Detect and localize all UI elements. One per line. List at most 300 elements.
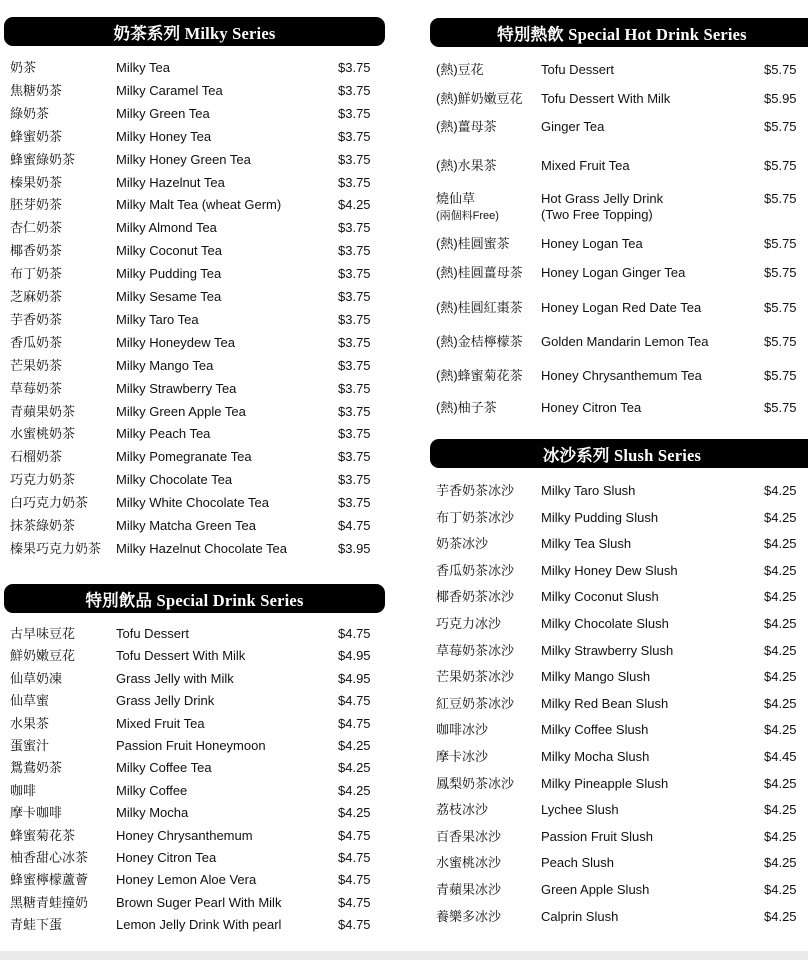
item-chinese-name xyxy=(436,91,523,107)
item-chinese-name xyxy=(10,541,101,557)
item-english-name xyxy=(541,802,619,818)
item-english-name-text: Milky Peach Tea xyxy=(116,426,211,441)
item-english-name-text: Honey Logan Red Date Tea xyxy=(541,300,702,315)
item-english-name xyxy=(116,648,245,664)
item-price: $4.25 xyxy=(764,882,797,897)
item-price: $3.95 xyxy=(338,541,371,556)
item-english-name-text: Milky Sesame Tea xyxy=(116,289,222,304)
item-chinese-name xyxy=(436,119,497,135)
item-english-name xyxy=(116,716,205,732)
item-chinese-name xyxy=(436,802,488,818)
item-english-name-text: Milky Honeydew Tea xyxy=(116,335,235,350)
item-english-name xyxy=(116,671,234,687)
item-price: $4.95 xyxy=(338,671,371,686)
item-price: $5.75 xyxy=(764,158,797,173)
item-english-name-text: Milky Almond Tea xyxy=(116,220,217,235)
item-chinese-name xyxy=(10,220,62,236)
item-chinese-name-text: 蜂蜜檸檬蘆薈 xyxy=(10,872,89,887)
item-chinese-name xyxy=(10,495,88,511)
item-english-name xyxy=(116,917,281,933)
item-price: $4.25 xyxy=(764,829,797,844)
item-chinese-name xyxy=(436,643,514,659)
item-price: $4.25 xyxy=(764,802,797,817)
item-price: $4.95 xyxy=(338,648,371,663)
item-english-name-text: Tofu Dessert xyxy=(116,626,189,641)
item-english-name-text: Honey Lemon Aloe Vera xyxy=(116,872,257,887)
item-chinese-name-text: 柚香甜心冰茶 xyxy=(10,850,89,865)
item-english-name xyxy=(116,335,235,351)
item-english-name xyxy=(541,696,668,712)
item-chinese-name xyxy=(436,882,501,898)
item-price: $3.75 xyxy=(338,220,371,235)
item-price: $5.75 xyxy=(764,265,797,280)
item-english-name-text: Milky Strawberry Tea xyxy=(116,381,237,396)
item-english-name-text: Passion Fruit Honeymoon xyxy=(116,738,266,753)
item-chinese-name xyxy=(10,671,62,687)
item-price: $3.75 xyxy=(338,60,371,75)
item-chinese-name xyxy=(436,855,501,871)
item-chinese-name-text: 綠奶茶 xyxy=(10,106,50,121)
item-english-name xyxy=(116,895,281,911)
item-english-name xyxy=(116,381,236,397)
item-chinese-name-text: 香瓜奶茶冰沙 xyxy=(436,563,515,578)
item-price: $5.75 xyxy=(764,119,797,134)
item-chinese-name xyxy=(436,536,488,552)
item-english-name-text: Milky Coffee xyxy=(116,783,188,798)
item-chinese-name-text: 鮮奶嫩豆花 xyxy=(10,648,76,663)
item-chinese-name-text: 草莓奶茶 xyxy=(10,381,63,396)
item-price: $4.25 xyxy=(338,805,371,820)
item-chinese-name xyxy=(436,829,501,845)
item-chinese-name-text: 石榴奶茶 xyxy=(10,449,63,464)
item-chinese-name xyxy=(10,449,62,465)
item-chinese-name xyxy=(436,483,514,499)
item-english-name-text: Mixed Fruit Tea xyxy=(116,716,205,731)
item-english-name-text: Milky Pomegranate Tea xyxy=(116,449,252,464)
item-chinese-name xyxy=(436,749,488,765)
item-english-name xyxy=(116,129,211,145)
item-chinese-name xyxy=(436,616,501,632)
item-price: $4.25 xyxy=(338,197,371,212)
item-chinese-name xyxy=(10,83,62,99)
item-english-name xyxy=(541,62,614,78)
item-price: $3.75 xyxy=(338,426,371,441)
item-chinese-name xyxy=(10,518,75,534)
item-chinese-name-text: 水蜜桃奶茶 xyxy=(10,426,76,441)
item-price: $4.75 xyxy=(338,828,371,843)
item-chinese-name xyxy=(10,872,88,888)
item-price: $4.75 xyxy=(338,716,371,731)
item-chinese-name xyxy=(10,426,75,442)
item-english-name xyxy=(116,404,246,420)
item-english-name xyxy=(541,616,669,632)
item-chinese-name-text: 焦糖奶茶 xyxy=(10,83,63,98)
item-chinese-name xyxy=(436,909,501,925)
item-english-name-text: Tofu Dessert With Milk xyxy=(116,648,246,663)
item-english-name xyxy=(541,300,701,316)
item-chinese-name xyxy=(436,722,488,738)
item-english-name xyxy=(116,426,210,442)
item-chinese-name xyxy=(10,404,75,420)
item-chinese-name-text: 青蛙下蛋 xyxy=(10,917,63,932)
item-english-name xyxy=(541,829,653,845)
item-english-name-text: Milky Hazelnut Tea xyxy=(116,175,225,190)
item-english-name-text: Milky White Chocolate Tea xyxy=(116,495,269,510)
item-chinese-name xyxy=(436,400,497,416)
item-english-name-text: Honey Citron Tea xyxy=(116,850,217,865)
item-price: $3.75 xyxy=(338,472,371,487)
item-chinese-name xyxy=(436,589,514,605)
item-chinese-name xyxy=(10,106,49,122)
item-english-name-text: Milky Mocha xyxy=(116,805,189,820)
item-english-name xyxy=(541,749,649,765)
item-price: $3.75 xyxy=(338,381,371,396)
item-chinese-name xyxy=(436,563,514,579)
item-english-name-text: Ginger Tea xyxy=(541,119,605,134)
item-chinese-name-text: 摩卡咖啡 xyxy=(10,805,63,820)
item-english-name-text: Milky Strawberry Slush xyxy=(541,643,674,658)
item-price: $4.25 xyxy=(764,536,797,551)
item-chinese-name-text: 布丁奶茶 xyxy=(10,266,63,281)
item-english-name-text: Milky Taro Slush xyxy=(541,483,636,498)
item-chinese-name xyxy=(436,368,523,384)
item-chinese-name-text: 鳳梨奶茶冰沙 xyxy=(436,776,515,791)
item-chinese-name-text: 奶茶冰沙 xyxy=(436,536,489,551)
item-chinese-name-text: 芒果奶茶冰沙 xyxy=(436,669,515,684)
item-price: $4.45 xyxy=(764,749,797,764)
item-english-name xyxy=(116,805,188,821)
item-price: $4.25 xyxy=(338,783,371,798)
item-price: $4.75 xyxy=(338,872,371,887)
item-chinese-name xyxy=(10,358,62,374)
item-chinese-name xyxy=(10,850,88,866)
item-price: $3.75 xyxy=(338,289,371,304)
item-english-name xyxy=(541,265,685,281)
item-price: $3.75 xyxy=(338,129,371,144)
item-price: $4.75 xyxy=(338,850,371,865)
item-english-name-text: Milky Chocolate Slush xyxy=(541,616,669,631)
item-english-name-text: Milky Tea Slush xyxy=(541,536,632,551)
item-price: $4.75 xyxy=(338,626,371,641)
bottom-scroll-bar xyxy=(0,951,808,960)
item-english-name-text: Milky Mocha Slush xyxy=(541,749,650,764)
item-price: $3.75 xyxy=(338,106,371,121)
item-chinese-name-text: (熱)水果茶 xyxy=(436,158,497,173)
item-chinese-name xyxy=(10,738,49,754)
item-english-name-text: Milky Mango Slush xyxy=(541,669,651,684)
item-english-name-text: Milky Honey Green Tea xyxy=(116,152,251,167)
item-chinese-name-text: 芋香奶茶冰沙 xyxy=(436,483,515,498)
item-english-name xyxy=(541,191,663,223)
special-hot-drink-series-header: 特別熱飲 Special Hot Drink Series xyxy=(430,18,808,47)
item-chinese-name-text: (熱)柚子茶 xyxy=(436,400,497,415)
item-english-name xyxy=(116,626,189,642)
item-english-name-text: Tofu Dessert With Milk xyxy=(541,91,671,106)
special-drink-series-header: 特別飲品 Special Drink Series xyxy=(4,584,385,613)
item-chinese-name-text: 青蘋果冰沙 xyxy=(436,882,502,897)
item-price: $4.75 xyxy=(338,917,371,932)
item-price: $4.25 xyxy=(764,589,797,604)
item-price: $3.75 xyxy=(338,152,371,167)
milky-series-header: 奶茶系列 Milky Series xyxy=(4,17,385,46)
item-chinese-name xyxy=(10,895,88,911)
item-price: $4.75 xyxy=(338,895,371,910)
item-english-name xyxy=(541,776,668,792)
item-english-name xyxy=(541,643,673,659)
item-english-name-text: Passion Fruit Slush xyxy=(541,829,653,844)
item-chinese-name xyxy=(436,696,514,712)
item-price: $3.75 xyxy=(338,358,371,373)
item-english-name-text: Milky Coffee Tea xyxy=(116,760,212,775)
item-chinese-name xyxy=(10,472,75,488)
item-english-name xyxy=(116,828,253,844)
item-english-name-text: Honey Chrysanthemum xyxy=(116,828,253,843)
item-chinese-name-text: 摩卡冰沙 xyxy=(436,749,489,764)
item-chinese-name xyxy=(10,152,75,168)
item-price: $3.75 xyxy=(338,243,371,258)
item-chinese-name-text: 巧克力冰沙 xyxy=(436,616,502,631)
item-english-name-text: Hot Grass Jelly Drink xyxy=(541,191,664,206)
item-english-name xyxy=(116,760,212,776)
item-english-name-text: Honey Logan Ginger Tea xyxy=(541,265,686,280)
item-english-name xyxy=(116,449,252,465)
item-chinese-name-text: (熱)金桔檸檬茶 xyxy=(436,334,523,349)
item-chinese-name-text: 香瓜奶茶 xyxy=(10,335,63,350)
item-english-name-text: Green Apple Slush xyxy=(541,882,650,897)
item-chinese-name-text: 芝麻奶茶 xyxy=(10,289,63,304)
item-english-name-text: Honey Citron Tea xyxy=(541,400,642,415)
item-english-name-text: Lychee Slush xyxy=(541,802,619,817)
item-english-name xyxy=(116,243,222,259)
item-chinese-name-text: 咖啡冰沙 xyxy=(436,722,489,737)
item-english-name xyxy=(541,855,614,871)
item-chinese-name xyxy=(10,197,62,213)
item-price: $4.25 xyxy=(764,696,797,711)
item-english-name xyxy=(541,483,635,499)
item-english-name xyxy=(541,722,648,738)
item-chinese-name xyxy=(10,783,36,799)
item-chinese-name xyxy=(10,828,75,844)
item-chinese-name-text: (熱)桂圓紅棗茶 xyxy=(436,300,523,315)
item-english-name-text: Milky Caramel Tea xyxy=(116,83,223,98)
item-english-name-text: Grass Jelly with Milk xyxy=(116,671,234,686)
item-chinese-name-text: 古早味豆花 xyxy=(10,626,76,641)
item-price: $3.75 xyxy=(338,312,371,327)
item-chinese-name xyxy=(10,693,49,709)
item-english-name-text: Peach Slush xyxy=(541,855,614,870)
item-english-name xyxy=(116,693,214,709)
item-price: $3.75 xyxy=(338,335,371,350)
item-price: $3.75 xyxy=(338,83,371,98)
item-english-name xyxy=(116,783,187,799)
item-english-name-text: Tofu Dessert xyxy=(541,62,614,77)
item-english-name xyxy=(541,400,641,416)
item-chinese-name xyxy=(10,648,75,664)
item-price: $4.25 xyxy=(338,738,371,753)
item-chinese-name xyxy=(10,917,62,933)
item-price: $3.75 xyxy=(338,266,371,281)
item-english-name-text: Milky Pudding Slush xyxy=(541,510,659,525)
item-english-name-text: Milky Matcha Green Tea xyxy=(116,518,256,533)
item-chinese-name-text: (熱)桂圓蜜茶 xyxy=(436,236,510,251)
item-english-name-text: Honey Logan Tea xyxy=(541,236,643,251)
item-price: $5.95 xyxy=(764,91,797,106)
item-english-name xyxy=(116,175,225,191)
item-price: $4.25 xyxy=(764,855,797,870)
item-chinese-name-text: 抹茶綠奶茶 xyxy=(10,518,76,533)
item-price: $3.75 xyxy=(338,495,371,510)
item-chinese-name xyxy=(10,716,49,732)
item-chinese-name xyxy=(10,335,62,351)
item-chinese-name xyxy=(436,62,484,78)
item-chinese-name xyxy=(436,510,514,526)
item-chinese-name-text: 椰香奶茶 xyxy=(10,243,63,258)
item-price: $3.75 xyxy=(338,404,371,419)
item-chinese-name-text: 榛果奶茶 xyxy=(10,175,63,190)
item-chinese-name-text: 草莓奶茶冰沙 xyxy=(436,643,515,658)
item-chinese-name-text: 芋香奶茶 xyxy=(10,312,63,327)
item-chinese-name xyxy=(436,265,523,281)
item-english-name xyxy=(116,60,170,76)
slush-series-header: 冰沙系列 Slush Series xyxy=(430,439,808,468)
item-english-name-text: Golden Mandarin Lemon Tea xyxy=(541,334,709,349)
item-chinese-name-text: 蜂蜜菊花茶 xyxy=(10,828,76,843)
item-chinese-name-text: 荔枝冰沙 xyxy=(436,802,489,817)
item-english-name xyxy=(116,518,256,534)
item-price: $4.25 xyxy=(764,643,797,658)
item-chinese-name xyxy=(10,805,62,821)
item-chinese-name-text: 蜂蜜奶茶 xyxy=(10,129,63,144)
item-chinese-name xyxy=(10,312,62,328)
item-english-name-text: Milky Coconut Tea xyxy=(116,243,222,258)
item-chinese-subtext: (兩個料Free) xyxy=(436,210,499,222)
item-chinese-name-text: 榛果巧克力奶茶 xyxy=(10,541,102,556)
item-english-name-text: Milky Hazelnut Chocolate Tea xyxy=(116,541,288,556)
item-chinese-name-text: 咖啡 xyxy=(10,783,37,798)
item-english-name xyxy=(541,91,670,107)
item-price: $4.25 xyxy=(764,776,797,791)
item-chinese-name-text: (熱)薑母茶 xyxy=(436,119,497,134)
item-chinese-name-text: (熱)蜂蜜菊花茶 xyxy=(436,368,523,383)
item-english-name-text: Milky Pudding Tea xyxy=(116,266,222,281)
item-english-name xyxy=(116,83,223,99)
item-chinese-name-text: 胚芽奶茶 xyxy=(10,197,63,212)
item-price: $5.75 xyxy=(764,62,797,77)
item-price: $5.75 xyxy=(764,368,797,383)
item-price: $4.25 xyxy=(764,722,797,737)
item-chinese-name-text: (熱)鮮奶嫩豆花 xyxy=(436,91,523,106)
item-chinese-name-text: 白巧克力奶茶 xyxy=(10,495,89,510)
item-price: $4.25 xyxy=(338,760,371,775)
item-english-name xyxy=(116,850,216,866)
item-price: $4.25 xyxy=(764,563,797,578)
item-chinese-name xyxy=(436,191,499,224)
item-english-name xyxy=(541,882,649,898)
item-english-name-text: Milky Mango Tea xyxy=(116,358,214,373)
item-price: $4.25 xyxy=(764,483,797,498)
item-english-name xyxy=(116,289,221,305)
item-english-name-text: Milky Tea xyxy=(116,60,170,75)
item-english-name-text: Milky Pineapple Slush xyxy=(541,776,669,791)
item-english-name xyxy=(541,909,618,925)
item-price: $4.75 xyxy=(338,693,371,708)
item-chinese-name-text: 養樂多冰沙 xyxy=(436,909,502,924)
item-english-name xyxy=(541,236,643,252)
item-english-name-text: Milky Honey Dew Slush xyxy=(541,563,678,578)
item-english-name-text: Calprin Slush xyxy=(541,909,619,924)
item-english-name xyxy=(541,158,630,174)
item-english-name-text: Grass Jelly Drink xyxy=(116,693,215,708)
item-english-name xyxy=(541,563,678,579)
item-chinese-name-text: 巧克力奶茶 xyxy=(10,472,76,487)
item-english-name-text: Milky Chocolate Tea xyxy=(116,472,233,487)
item-english-name-text: Milky Honey Tea xyxy=(116,129,212,144)
item-english-name xyxy=(116,872,256,888)
item-english-name xyxy=(116,358,213,374)
item-price: $5.75 xyxy=(764,400,797,415)
item-chinese-name xyxy=(10,266,62,282)
item-english-name-text: Brown Suger Pearl With Milk xyxy=(116,895,282,910)
item-chinese-name xyxy=(10,129,62,145)
item-chinese-name-text: 黑糖青蛙撞奶 xyxy=(10,895,89,910)
item-english-name-text: Mixed Fruit Tea xyxy=(541,158,630,173)
item-chinese-name-text: 布丁奶茶冰沙 xyxy=(436,510,515,525)
item-chinese-name xyxy=(10,760,62,776)
item-english-name xyxy=(541,334,708,350)
item-english-name xyxy=(116,106,210,122)
item-english-name xyxy=(116,220,217,236)
item-chinese-name-text: 椰香奶茶冰沙 xyxy=(436,589,515,604)
item-english-name xyxy=(116,312,199,328)
item-english-name xyxy=(541,368,702,384)
item-chinese-name-text: 青蘋果奶茶 xyxy=(10,404,76,419)
item-english-name-text: Lemon Jelly Drink With pearl xyxy=(116,917,282,932)
item-english-subtext: (Two Free Topping) xyxy=(541,207,653,222)
item-chinese-name xyxy=(436,158,497,174)
item-chinese-name-text: 杏仁奶茶 xyxy=(10,220,63,235)
item-price: $4.25 xyxy=(764,616,797,631)
item-price: $5.75 xyxy=(764,334,797,349)
item-price: $3.75 xyxy=(338,175,371,190)
item-chinese-name xyxy=(10,243,62,259)
item-chinese-name xyxy=(10,60,36,76)
item-chinese-name-text: 奶茶 xyxy=(10,60,37,75)
item-english-name-text: Milky Green Apple Tea xyxy=(116,404,246,419)
item-chinese-name-text: 芒果奶茶 xyxy=(10,358,63,373)
item-chinese-name xyxy=(10,175,62,191)
item-chinese-name xyxy=(436,236,510,252)
item-english-name xyxy=(116,152,251,168)
item-english-name-text: Milky Coffee Slush xyxy=(541,722,649,737)
item-price: $4.25 xyxy=(764,669,797,684)
item-english-name-text: Milky Malt Tea (wheat Germ) xyxy=(116,197,282,212)
item-english-name xyxy=(541,669,650,685)
item-price: $5.75 xyxy=(764,300,797,315)
item-chinese-name-text: 鴛鴦奶茶 xyxy=(10,760,63,775)
item-chinese-name xyxy=(10,626,75,642)
item-chinese-name-text: 紅豆奶茶冰沙 xyxy=(436,696,515,711)
item-english-name-text: Honey Chrysanthemum Tea xyxy=(541,368,702,383)
item-chinese-name-text: 仙草蜜 xyxy=(10,693,50,708)
item-english-name xyxy=(541,536,631,552)
item-chinese-name-text: 蜂蜜綠奶茶 xyxy=(10,152,76,167)
item-price: $4.25 xyxy=(764,510,797,525)
item-chinese-name-text: 水蜜桃冰沙 xyxy=(436,855,502,870)
item-price: $3.75 xyxy=(338,449,371,464)
item-english-name xyxy=(116,266,221,282)
item-english-name xyxy=(541,119,604,135)
item-english-name xyxy=(116,495,269,511)
